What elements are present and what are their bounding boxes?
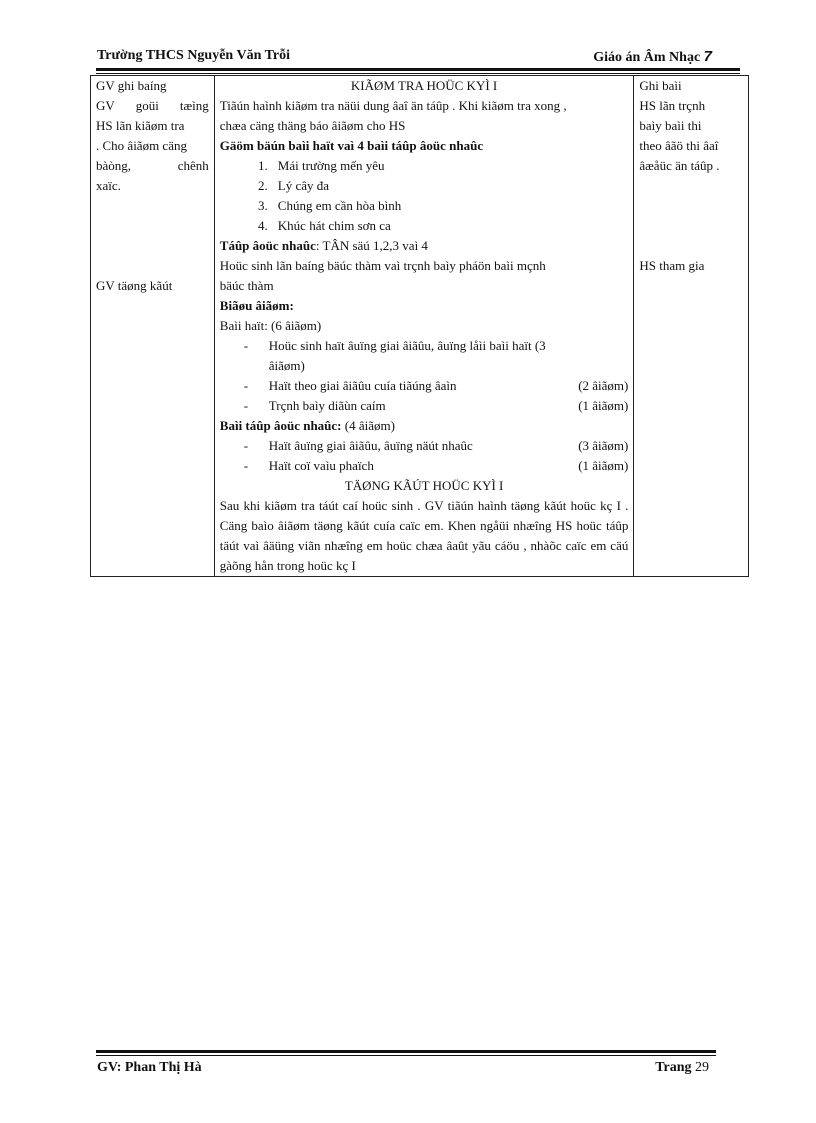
summary-text: Sau khi kiãøm tra táút caí hoüc sinh . GV tiãún haình täøng kãút hoüc kç I . Cäng baìo âiãøm täøng kãút cuía caïc em. Khen ngåüi nhæîng HS hoüc táûp täút vaì âäüng viãn nhæîng em hoüc chæa âaût yãu cáöu , nhàõc caïc em cäú gàõng hån trong hoüc kç I xyxy=(219,498,629,573)
subject-label: Giáo án Âm Nhạc xyxy=(593,50,701,65)
col1-line: GV goüi tæìng xyxy=(96,98,209,113)
grade-number: 7 xyxy=(703,48,712,65)
footer-rule-thin xyxy=(96,1055,716,1056)
score-item: - Haït coï vaìu phaïch (1 âiãøm) xyxy=(243,458,629,473)
student-line: Hoüc sinh lãn baíng bäúc thàm vaì trçnh baìy pháön baìi mçnh xyxy=(219,258,546,273)
col3-line: HS tham gia xyxy=(639,258,705,273)
col3-line: Ghi baìi xyxy=(639,78,682,93)
student-activity-column xyxy=(634,76,749,577)
col3-line: âæåüc än táûp . xyxy=(639,158,720,173)
song-item: 1. Mái trường mến yêu xyxy=(258,158,385,173)
page-header xyxy=(97,48,712,68)
score-item: - Trçnh baìy diãùn caím (1 âiãøm) xyxy=(243,398,629,413)
header-rule-thin xyxy=(96,73,740,74)
teacher-activity-column xyxy=(91,76,215,577)
teacher-name: GV: Phan Thị Hà xyxy=(97,1060,202,1075)
col1-line: GV ghi baíng xyxy=(96,78,167,93)
scoring-heading: Biãøu âiãøm: xyxy=(219,298,294,313)
song-item: 3. Chúng em cần hòa bình xyxy=(258,198,402,213)
page-number: Trang 29 xyxy=(655,1060,709,1075)
exercise-score: Baìi táûp âoüc nhaûc: (4 âiãøm) xyxy=(219,418,395,433)
header-rule-thick xyxy=(96,68,740,71)
school-name: Trường THCS Nguyễn Văn Trỗi xyxy=(97,48,291,63)
score-item: âiãøm) xyxy=(268,358,305,373)
score-item: - Haït âuïng giai âiãûu, âuïng näút nhaûc (3 âiãøm) xyxy=(243,438,629,453)
student-line: bäúc thàm xyxy=(219,278,274,293)
songs-list xyxy=(220,156,629,236)
score-item: - Hoüc sinh haït âuïng giai âiãûu, âuïng låìi baìi haït (3 xyxy=(243,338,546,353)
col1-line: HS lãn kiãøm tra xyxy=(96,118,185,133)
subject-title xyxy=(593,48,712,66)
col1-line: xaïc. xyxy=(96,178,121,193)
section-title: KIÃØM TRA HOÜC KYÌ I xyxy=(350,78,498,93)
col1-line: bàòng, chênh xyxy=(96,158,209,173)
intro-line: chæa cäng thäng báo âiãøm cho HS xyxy=(219,118,406,133)
table-row xyxy=(91,76,749,577)
col3-line: baìy baìi thi xyxy=(639,118,702,133)
exercise-line: Táûp âoüc nhaûc: TÂN säú 1,2,3 vaì 4 xyxy=(219,238,428,253)
content-column xyxy=(214,76,634,577)
song-item: 2. Lý cây đa xyxy=(258,178,330,193)
songs-heading: Gäöm bäún baìi haït vaì 4 baìi táûp âoüc nhaûc xyxy=(219,138,484,153)
lesson-plan-table xyxy=(90,75,749,577)
song-item: 4. Khúc hát chim sơn ca xyxy=(258,218,391,233)
col3-line: theo âãö thi âaî xyxy=(639,138,719,153)
summary-title: TÄØNG KÃÚT HOÜC KYÌ I xyxy=(344,478,504,493)
song-score-items xyxy=(220,336,629,416)
col1-line: GV täøng kãút xyxy=(96,278,173,293)
col1-line: . Cho âiãøm cäng xyxy=(96,138,187,153)
footer-rule-thick xyxy=(96,1050,716,1053)
score-item: - Haït theo giai âiãûu cuía tiãúng âaìn (2 âiãøm) xyxy=(243,378,629,393)
exercise-score-items xyxy=(220,436,629,476)
intro-line: Tiãún haình kiãøm tra näüi dung âaî än táûp . Khi kiãøm tra xong , xyxy=(219,98,567,113)
song-score: Baìi haït: (6 âiãøm) xyxy=(219,318,322,333)
col3-line: HS lãn trçnh xyxy=(639,98,706,113)
